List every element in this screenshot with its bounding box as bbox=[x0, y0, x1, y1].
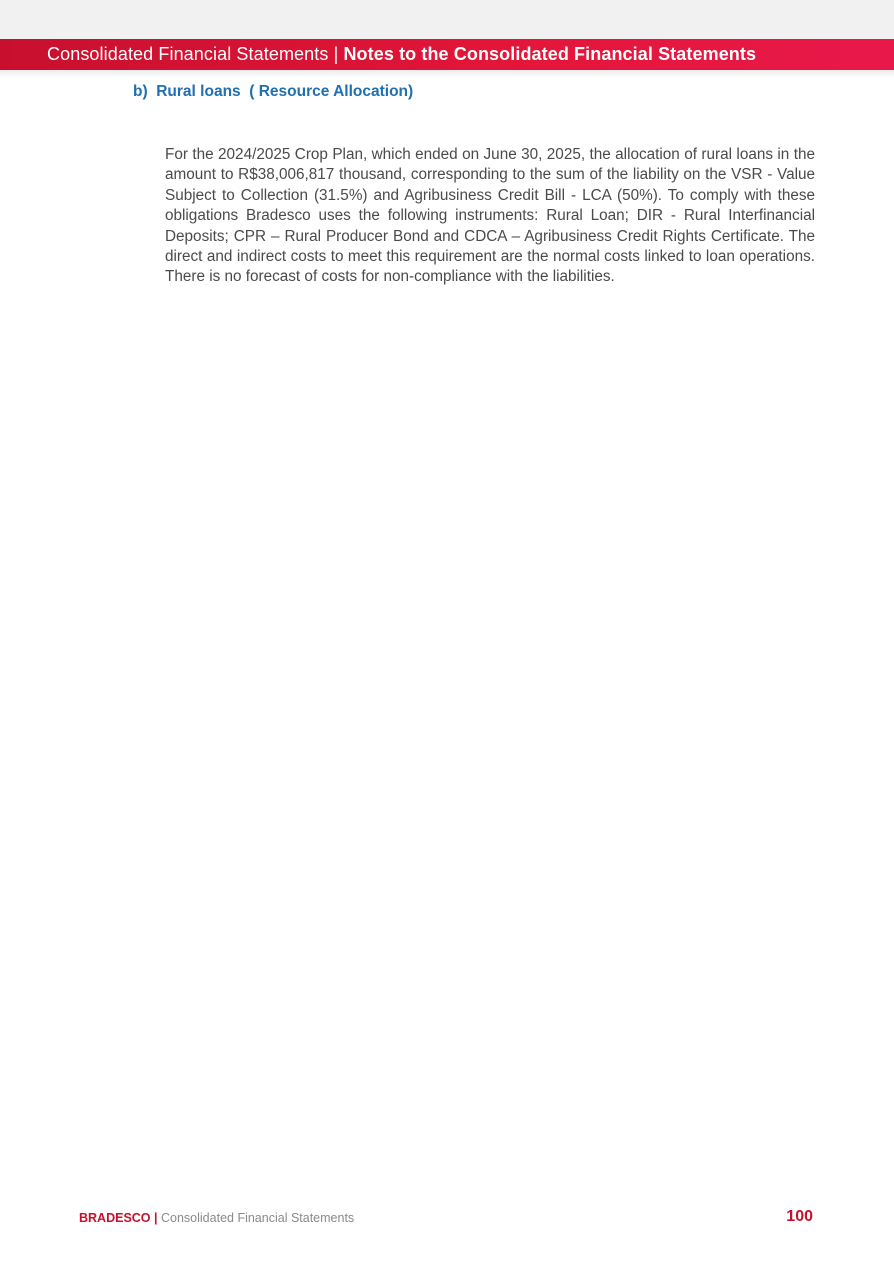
header-section: Consolidated Financial Statements bbox=[47, 44, 329, 64]
header-shadow bbox=[0, 70, 894, 78]
header-subsection: Notes to the Consolidated Financial Statements bbox=[343, 44, 757, 64]
footer-document: Consolidated Financial Statements bbox=[161, 1211, 355, 1225]
header-separator: | bbox=[328, 44, 344, 64]
section-heading: b) Rural loans ( Resource Allocation) bbox=[133, 83, 414, 100]
top-band bbox=[0, 0, 894, 39]
page-number: 100 bbox=[786, 1208, 813, 1225]
footer-separator: | bbox=[150, 1211, 161, 1225]
header-title bbox=[47, 44, 756, 65]
body-paragraph: For the 2024/2025 Crop Plan, which ended on June 30, 2025, the allocation of rural loans in the amount to R$38,006,817 thousand, corresponding to the sum of the liability on the VSR - Value Subject to Collection (31.5%) and Agribusiness Credit Bill - LCA (50%). To comply with these obligations Bradesco uses the following instruments: Rural Loan; DIR - Rural Interfinancial Deposits; CPR – Rural Producer Bond and CDCA – Agribusiness Credit Rights Certificate. The direct and indirect costs to meet this requirement are the normal costs linked to loan operations. There is no forecast of costs for non-compliance with the liabilities. bbox=[165, 146, 815, 286]
header-bar bbox=[0, 39, 894, 70]
footer-label bbox=[79, 1211, 354, 1225]
footer-brand: BRADESCO bbox=[79, 1211, 151, 1225]
